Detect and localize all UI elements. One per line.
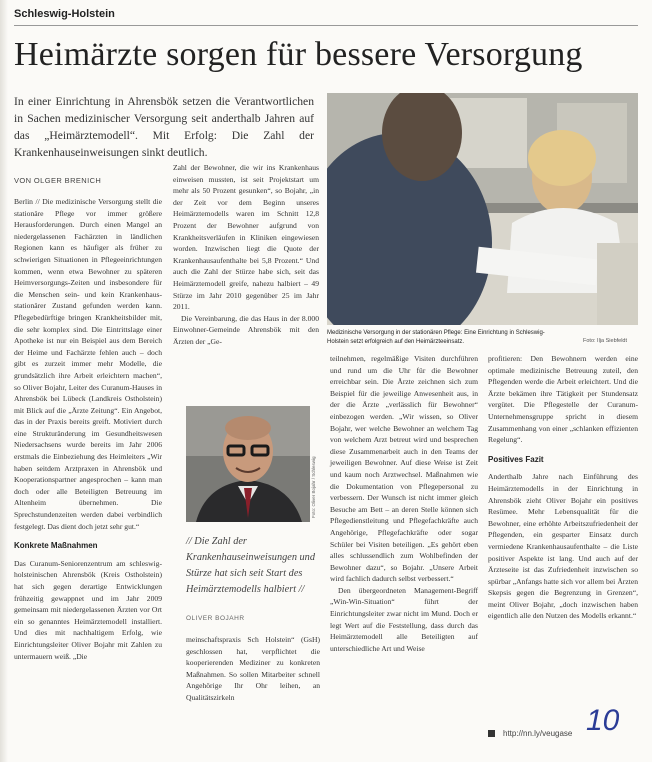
pull-quote-name: OLIVER BOJAHR [186,615,245,622]
col3-paragraph-2: Den übergeordneten Management-Begriff „Win-Win-Situation“ führt der Einrichtungsleiter zwar nicht im Mund. Doch er legt Wert auf die Feststellung, dass durch das Heimärztemodell alle Beteiligten auf unterschiedliche Art und Weise [330,585,478,653]
col4-paragraph-1: profitieren: Den Bewohnern werden eine optimale medizinische Betreuung zuteil, den Pflegenden werde die Arbeit erleichtert. Und die Ärzte bekämen ihre Tätigkeit per Stundensatz vergütet. Die Pflegestelle der Curanum-Unternehmensgruppe spricht in diesem Zusammenhang von einer „schlanken effizienten Regelung“. [488,354,638,445]
section-kicker: Schleswig-Holstein [14,8,115,20]
bullet-square-icon [488,730,495,737]
lead-paragraph: In einer Einrichtung in Ahrensbök setzen die Verantwortlichen in Sachen medizinischer Versorgung seit anderthalb Jahren auf das „Heimärztemodell“. Mit Erfolg: Die Zahl der Krankenhauseinweisungen sinkt deutlich. [14,95,314,159]
photo1-caption: Medizinische Versorgung in der stationären Pflege: Eine Einrichtung in Schleswig-Holstein setzt erfolgreich auf den Heimärzteeinsatz. [327,330,545,345]
col3-paragraph-1: teilnehmen, regelmäßige Visiten durchführen und rund um die Uhr für die Bewohner erreichbar sein. Die Ärzte zeichnen sich zum Beispiel für die jeweilige Anwesenheit aus, in der die Ärzte „verlässlich für Bewohner“ einbezogen werden. „Wir wissen, so Oliver Bojahr, wer welche Bewohner an welchem Tag von welchem Arzt betreut wird und besprechen diese Zusammenarbeit auch in den Teams der jeweiligen Bewohner. Auf diese Weise ist Zeit und kaum noch Arztwechsel. Maßnahmen wie die Dokumentation von Pflegepersonal zu verbessern. Der Wunsch ist nicht immer gleich Besuche am Bett – an deren Stelle können sich Pflegedienstleitung und Pflegefachkräfte auch Angehörige, Pflegefachkräfte oder sogar Schüler bei Visiten beteiligen. „Es gehört eben alles schlussendlich zum Wohlbefinden der Bewohner dazu“, so Bojahr. „Unsere Arbeit wird fachlich dadurch selbst verbessert.“ [330,354,478,584]
kicker-rule [14,25,638,26]
paper-fold-shadow [0,0,8,762]
column-2 [173,162,319,348]
author-byline: VON OLGER BRENICH [14,176,102,185]
column-1 [14,196,162,662]
column-2-continued [186,634,320,704]
column-4 [488,353,638,622]
article-link[interactable] [488,729,572,738]
col2-paragraph-3: meinschaftspraxis Sch Holstein“ (GsH) geschlossen hat, verpflichtet die kooperierenden Mediziner zu konkreten Maßnahmen. So sollen Mitarbeiter schnell Angehörige Ihr Ohr leihen, an Qualitätszirkeln [186,635,320,702]
headline: Heimärzte sorgen für bessere Versorgung [14,36,583,73]
col4-paragraph-2: Anderthalb Jahre nach Einführung des Heimärztemodells in der Einrichtung in Ahrensbök zieht Oliver Bojahr ein positives Resümee. Mehr Lebensqualität für die Bewohner, eine erhöhte Arbeitszufriedenheit der Pflegenden, ein gesparter Einsatz durch vermiedene Krankenhausaufenthalte – die Liste positiver Aspekte ist lang. Und auch auf der Ärzteseite ist das Zufriedenheit inzwischen so spürbar „Anfangs hatte sich vor allem bei Ärzten Skepsis gegen die Begrenzung in Grenzen“, meint Oliver Bojahr, „doch inzwischen haben eigentlich alle den Nutzen des Modells erkannt.“ [488,472,638,621]
subheading-konkrete-massnahmen: Konkrete Maßnahmen [14,541,98,551]
pull-quote: // Die Zahl der Krankenhauseinweisungen und Stürze hat sich seit Start des Heimärztemodells halbiert // [186,536,315,595]
photo1-credit: Foto: Ilja Siebfeldt [583,338,628,344]
portrait-credit: Foto: Oliver Bojahr / Schleswig [311,456,316,518]
col1-paragraph-2: Das Curanum-Seniorenzentrum am schleswig-holsteinischen Ahrensbök (Kreis Ostholstein) hat sich gegen derartige Entwicklungen frühzeitig gewappnet und im Jahr 2009 gemeinsam mit niedergelassenen Ärzten vor Ort ein so genanntes Heimärztemodell installiert. Und dies mit nachhaltigem Erfolg, wie Einrichtungsleiter Oliver Bojahr mit Zahlen zu untermauern weiß. „Die [14,558,162,661]
article-link-text[interactable]: http://nn.ly/veugase [503,729,573,738]
subheading-positives-fazit: Positives Fazit [488,454,544,464]
col1-paragraph-1: Berlin // Die medizinische Versorgung stellt die stationäre Pflege vor immer größere Herausforderungen. Durch einen Mangel an niedergelassenen Fachärzten in ländlichen Regionen kann es häufiger als früher zu schwierigen Situationen in Pflegeeinrichtungen kommen, wenn etwa Bewohner zu späteren Heimversorgungs-Zeiten und insbesondere für die Menschen sein- und kein Krankenhaus-stationärer Zustand gefunden werden kann. Pflegebedürftige bringen Krankheitsbilder mit, die sehr komplex sind. Die Eintrittslage einer Apotheke ist nur ein Beispiel aus dem Bereich der Heime und Fachärzte fehlen auch – doch gibt es zurzeit immer mehr Modelle, die grundsätzlich ihre Arbeit erleichtern machen“, so Oliver Bojahr, Leiter des Curanum-Hauses in Ahrensbök bei Lübeck (Landkreis Ostholstein) mit Blick auf die „Ärzte Zeitung“. Ein Angebot, das in der Praxis bereits greift. Motiviert durch eine Strukturänderung im Gesundheitswesen Niedersachsens wurde bereits im Jahr 2006 erstmals die Einbeziehung des Heimleiters „Wir haben seitdem Arztpraxen in Ahrensbök und Kooperationspartner angesprochen – kann man doch oder alle Beteiligten Betreuung im Altenheim übernehmen. Die Sprechstundenzeiten werden dabei verbindlich festgelegt. Das dient doch jetzt sehr gut.“ [14,197,162,531]
nurse-doctor-photo [327,93,638,325]
column-3 [330,353,478,654]
col2-paragraph-2: Die Vereinbarung, die das Haus in der 8.000 Einwohner-Gemeinde Ahrensbök mit den Ärzten der „Ge- [173,313,319,346]
handwritten-mark: 10 [586,704,620,737]
col2-paragraph-1: Zahl der Bewohner, die wir ins Krankenhaus einweisen mussten, ist seit Projektstart um mehr als 50 Prozent gesunken“, so Bojahr, „in der Zeit vor dem Beginn unseres Heimärztemodells waren im Schnitt 12,8 Prozent der Bewohner aufgrund von Krankheitsverläufen in Kliniken eingewiesen worden. Inzwischen liegt die Quote der Krankenhausaufenthalte bei 5,8 Prozent.“ Und auch die Zahl der Stürze habe sich, seit das Heimärztemodell greife, nahezu halbiert – 49 Stürze im Jahr 2010 gegenüber 25 im Jahr 2011. [173,163,319,312]
portrait-photo [186,406,310,522]
